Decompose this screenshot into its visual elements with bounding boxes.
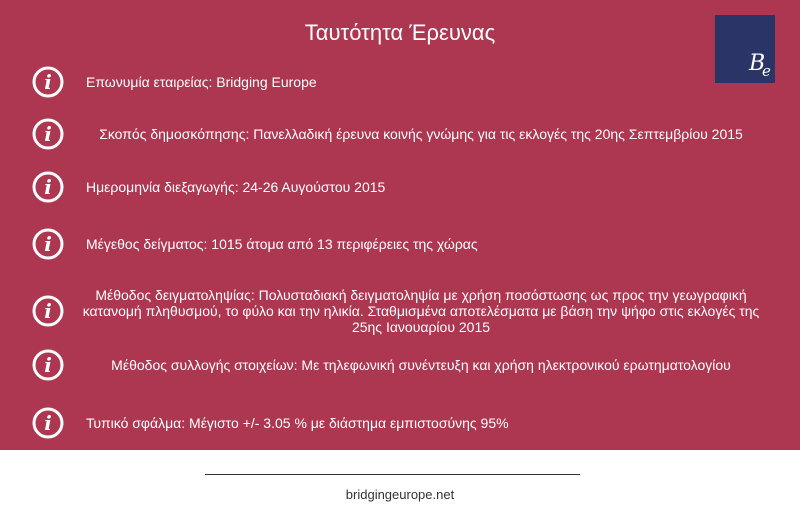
footer-url: bridgingeurope.net — [345, 487, 455, 502]
svg-text:i: i — [44, 232, 52, 256]
info-icon — [32, 349, 64, 381]
page-title: Ταυτότητα Έρευνας — [304, 20, 496, 45]
svg-text:i: i — [44, 353, 52, 377]
info-item-sampling-method — [32, 287, 772, 335]
info-item-collection-method — [32, 349, 772, 381]
svg-text:i: i — [44, 122, 52, 146]
info-icon — [32, 228, 64, 260]
info-item-text: Σκοπός δημοσκόπησης: Πανελλαδική έρευνα κοινής γνώμης για τις εκλογές της 20ης Σεπτεμβρίου 2015 — [99, 126, 743, 142]
info-item-text: Επωνυμία εταιρείας: Bridging Europe — [86, 74, 317, 90]
info-icon — [32, 171, 64, 203]
svg-text:i: i — [44, 175, 52, 199]
info-item-text: Τυπικό σφάλμα: Μέγιστο +/- 3.05 % με διάστημα εμπιστοσύνης 95% — [86, 415, 509, 431]
info-item-date — [32, 171, 772, 203]
info-item-text: Μέγεθος δείγματος: 1015 άτομα από 13 περιφέρειες της χώρας — [86, 236, 478, 252]
svg-text:i: i — [44, 70, 52, 94]
svg-text:i: i — [44, 411, 52, 435]
info-item-text: Μέθοδος δειγματοληψίας: Πολυσταδιακή δειγματοληψία με χρήση ποσόστωσης ως προς την γεωγραφική κατανομή πληθυσμού, το φύλο και την ηλικία. Σταθμισμένα αποτελέσματα με βάση την ψήφο στις εκλογές της 25ης Ιανουαρίου 2015 — [82, 287, 760, 335]
info-item-text: Ημερομηνία διεξαγωγής: 24-26 Αυγούστου 2015 — [86, 179, 386, 195]
info-item-sample-size — [32, 228, 772, 260]
footer-divider — [205, 474, 580, 475]
info-icon — [32, 66, 64, 98]
info-icon — [32, 295, 64, 327]
info-item-company — [32, 66, 772, 98]
logo-letter-b: B — [749, 51, 766, 76]
info-item-text: Μέθοδος συλλογής στοιχείων: Με τηλεφωνική συνέντευξη και χρήση ηλεκτρονικού ερωτηματολογίου — [111, 357, 731, 373]
info-item-standard-error — [32, 407, 772, 439]
info-icon — [32, 118, 64, 150]
svg-text:i: i — [44, 299, 52, 323]
logo-letter-e: e — [762, 62, 771, 80]
info-icon — [32, 407, 64, 439]
info-item-purpose — [32, 118, 772, 150]
